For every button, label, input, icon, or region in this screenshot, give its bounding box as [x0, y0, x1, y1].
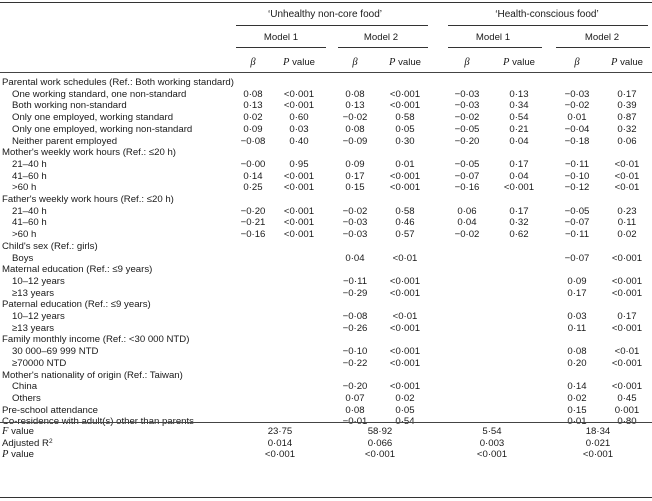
p-value-cell: <0·01: [614, 170, 640, 182]
p-value-cell: <0·001: [283, 229, 315, 241]
model-header: Model 1: [475, 32, 511, 43]
beta-cell: −0·11: [342, 275, 368, 287]
p-value-cell: <0·001: [283, 88, 315, 100]
row-sublabel: 41–60 h: [12, 217, 47, 229]
p-value-cell: 0·80: [617, 416, 637, 428]
table-row: [0, 171, 652, 182]
p-value-cell: 0·34: [509, 100, 529, 112]
p-value-cell: <0·001: [389, 88, 421, 100]
beta-cell: −0·07: [564, 217, 590, 229]
p-value-cell: <0·001: [389, 182, 421, 194]
p-value-cell: 0·46: [395, 217, 415, 229]
p-value-cell: <0·001: [503, 182, 535, 194]
p-value-cell: 0·54: [509, 112, 529, 124]
p-value-cell: 0·001: [614, 404, 640, 416]
p-value-cell: 0·11: [617, 217, 637, 229]
row-label: Father's weekly work hours (Ref.: ≤20 h): [2, 194, 174, 205]
p-value-cell: 0·30: [395, 135, 415, 147]
row-label: Pre-school attendance: [2, 404, 98, 416]
table-row: [0, 370, 652, 381]
stat-row: [0, 438, 652, 449]
beta-cell: 0·02: [567, 392, 587, 404]
stat-cell: 23·75: [267, 426, 293, 437]
stat-cell: 18·34: [585, 426, 611, 437]
row-label: Child's sex (Ref.: girls): [2, 240, 98, 252]
model-header: Model 1: [263, 32, 299, 43]
table-row: [0, 217, 652, 228]
p-value-cell: <0·001: [389, 275, 421, 287]
header-rule: [0, 72, 652, 73]
table-row: [0, 358, 652, 369]
beta-cell: 0·14: [243, 170, 263, 182]
stat-row: [0, 426, 652, 437]
bottom-rule: [0, 497, 652, 498]
beta-cell: −0·16: [454, 182, 480, 194]
model-header: Model 2: [363, 32, 399, 43]
stat-label: P value: [2, 449, 35, 460]
beta-cell: −0·11: [564, 158, 590, 170]
top-rule: [0, 2, 652, 3]
beta-cell: −0·03: [564, 88, 590, 100]
p-value-cell: 0·32: [617, 123, 637, 135]
row-sublabel: Boys: [12, 252, 34, 264]
beta-cell: 0·07: [345, 392, 365, 404]
p-value-cell: <0·001: [611, 357, 643, 369]
p-value-cell: <0·001: [389, 357, 421, 369]
p-value-cell: <0·001: [611, 275, 643, 287]
row-label: Parental work schedules (Ref.: Both working standard): [2, 77, 234, 88]
beta-cell: −0·22: [342, 357, 368, 369]
beta-cell: 0·17: [345, 170, 365, 182]
p-value-cell: <0·001: [283, 217, 315, 229]
beta-cell: −0·02: [454, 229, 480, 241]
p-value-cell: <0·01: [392, 252, 418, 264]
p-value-cell: 0·05: [395, 404, 415, 416]
beta-cell: 0·01: [567, 416, 587, 428]
p-value-cell: 0·58: [395, 112, 415, 124]
beta-cell: 0·08: [345, 123, 365, 135]
model-underline: [236, 47, 326, 48]
beta-cell: 0·13: [243, 100, 263, 112]
beta-cell: −0·02: [564, 100, 590, 112]
beta-cell: −0·18: [564, 135, 590, 147]
beta-cell: −0·16: [240, 229, 266, 241]
p-value-cell: 0·01: [395, 158, 415, 170]
p-value-header: P value: [388, 57, 422, 68]
group-header-health-conscious: ‘Health-conscious food’: [495, 9, 599, 20]
p-value-cell: 0·17: [617, 311, 637, 322]
stat-label: F value: [2, 426, 35, 437]
row-sublabel: Both working non-standard: [12, 100, 127, 112]
table-row: [0, 229, 652, 240]
beta-cell: −0·11: [564, 229, 590, 241]
p-value-cell: 0·21: [509, 123, 529, 135]
stat-cell: 0·066: [367, 437, 393, 449]
table-row: [0, 381, 652, 392]
row-label: Maternal education (Ref.: ≤9 years): [2, 264, 153, 276]
beta-cell: 0·09: [243, 123, 263, 135]
beta-cell: 0·08: [567, 346, 587, 358]
beta-cell: 0·02: [243, 112, 263, 124]
beta-cell: −0·03: [342, 229, 368, 241]
beta-cell: −0·05: [454, 158, 480, 170]
table-row: [0, 182, 652, 193]
stat-label: Adjusted $R^2$: [2, 437, 53, 449]
beta-cell: 0·08: [243, 88, 263, 100]
beta-cell: −0·02: [342, 205, 368, 217]
beta-header: β: [352, 57, 358, 68]
p-value-header: P value: [502, 57, 536, 68]
beta-cell: −0·05: [564, 205, 590, 217]
p-value-cell: 0·02: [395, 392, 415, 404]
row-sublabel: China: [12, 381, 38, 393]
p-value-cell: 0·45: [617, 392, 637, 404]
row-sublabel: Neither parent employed: [12, 135, 118, 147]
p-value-cell: <0·001: [611, 287, 643, 299]
table-row: [0, 136, 652, 147]
row-sublabel: 21–40 h: [12, 205, 47, 217]
row-label: Co-residence with adult(s) other than parents: [2, 416, 194, 428]
p-value-cell: 0·23: [617, 205, 637, 217]
p-value-cell: 0·04: [509, 170, 529, 182]
stat-cell: 58·92: [367, 426, 393, 437]
beta-cell: 0·20: [567, 357, 587, 369]
beta-cell: 0·11: [567, 322, 587, 334]
stat-cell: <0·001: [364, 449, 396, 460]
row-sublabel: 30 000–69 999 NTD: [12, 346, 99, 358]
p-value-cell: <0·001: [389, 346, 421, 358]
table-row: [0, 334, 652, 345]
p-value-header: P value: [610, 57, 644, 68]
beta-cell: −0·02: [342, 112, 368, 124]
table-row: [0, 323, 652, 334]
beta-cell: −0·02: [454, 112, 480, 124]
row-sublabel: Only one employed, working non-standard: [12, 123, 193, 135]
stats-rule: [0, 422, 652, 423]
table-row: [0, 77, 652, 88]
p-value-cell: <0·001: [611, 381, 643, 393]
beta-cell: −0·03: [454, 100, 480, 112]
beta-cell: 0·06: [457, 205, 477, 217]
beta-cell: 0·04: [457, 217, 477, 229]
table-row: [0, 346, 652, 357]
p-value-cell: 0·32: [509, 217, 529, 229]
beta-cell: −0·20: [454, 135, 480, 147]
beta-cell: 0·09: [345, 158, 365, 170]
p-value-cell: 0·87: [617, 112, 637, 124]
row-label: Family monthly income (Ref.: <30 000 NTD): [2, 334, 190, 346]
stat-row: [0, 449, 652, 460]
p-value-cell: 0·54: [395, 416, 415, 428]
beta-cell: 0·01: [567, 112, 587, 124]
beta-cell: −0·00: [240, 158, 266, 170]
row-sublabel: ≥13 years: [12, 287, 55, 299]
p-value-cell: 0·39: [617, 100, 637, 112]
p-value-cell: 0·62: [509, 229, 529, 241]
p-value-cell: 0·04: [509, 135, 529, 147]
p-value-cell: 0·40: [289, 135, 309, 147]
row-label: Mother's nationality of origin (Ref.: Taiwan): [2, 369, 183, 381]
p-value-cell: <0·001: [611, 252, 643, 264]
group-underline-unhealthy: [236, 25, 428, 26]
row-sublabel: 21–40 h: [12, 158, 47, 170]
p-value-cell: <0·001: [389, 381, 421, 393]
beta-cell: 0·09: [567, 275, 587, 287]
beta-cell: −0·01: [342, 416, 368, 428]
beta-cell: −0·07: [454, 170, 480, 182]
p-value-cell: 0·05: [395, 123, 415, 135]
beta-cell: −0·09: [342, 135, 368, 147]
model-underline: [338, 47, 428, 48]
row-label: Mother's weekly work hours (Ref.: ≤20 h): [2, 147, 176, 159]
table-row: [0, 89, 652, 100]
row-label: Paternal education (Ref.: ≤9 years): [2, 299, 151, 311]
group-header-unhealthy: ‘Unhealthy non-core food’: [268, 9, 382, 20]
table-row: [0, 264, 652, 275]
p-value-cell: 0·02: [617, 229, 637, 241]
table-row: [0, 124, 652, 135]
table-row: [0, 194, 652, 205]
beta-cell: −0·26: [342, 322, 368, 334]
p-value-cell: <0·001: [389, 170, 421, 182]
p-value-cell: 0·17: [509, 205, 529, 217]
table-row: [0, 147, 652, 158]
model-underline: [556, 47, 650, 48]
stat-cell: 0·003: [479, 437, 505, 449]
model-header: Model 2: [584, 32, 620, 43]
beta-cell: 0·04: [345, 252, 365, 264]
p-value-header: P value: [282, 57, 316, 68]
beta-cell: −0·04: [564, 123, 590, 135]
p-value-cell: 0·58: [395, 205, 415, 217]
row-sublabel: One working standard, one non-standard: [12, 88, 187, 100]
beta-cell: −0·03: [342, 217, 368, 229]
p-value-cell: 0·06: [617, 135, 637, 147]
row-sublabel: >60 h: [12, 182, 37, 194]
stat-cell: <0·001: [582, 449, 614, 460]
beta-cell: 0·08: [345, 404, 365, 416]
beta-cell: −0·12: [564, 182, 590, 194]
table-row: [0, 288, 652, 299]
beta-cell: −0·08: [240, 135, 266, 147]
p-value-cell: 0·57: [395, 229, 415, 241]
p-value-cell: 0·60: [289, 112, 309, 124]
table-row: [0, 405, 652, 416]
beta-cell: −0·10: [564, 170, 590, 182]
beta-cell: −0·21: [240, 217, 266, 229]
table-row: [0, 299, 652, 310]
table-row: [0, 241, 652, 252]
beta-cell: 0·14: [567, 381, 587, 393]
p-value-cell: <0·01: [614, 346, 640, 358]
table-row: [0, 311, 652, 322]
stat-cell: 0·014: [267, 437, 293, 449]
p-value-cell: 0·13: [509, 88, 529, 100]
beta-header: β: [250, 57, 256, 68]
beta-cell: −0·29: [342, 287, 368, 299]
beta-header: β: [574, 57, 580, 68]
table-row: [0, 276, 652, 287]
group-underline-health-conscious: [448, 25, 648, 26]
row-sublabel: Others: [12, 392, 41, 404]
p-value-cell: <0·001: [389, 100, 421, 112]
table-row: [0, 206, 652, 217]
beta-cell: 0·17: [567, 287, 587, 299]
row-sublabel: >60 h: [12, 229, 37, 241]
table-row: [0, 100, 652, 111]
p-value-cell: <0·001: [611, 322, 643, 334]
table-row: [0, 393, 652, 404]
table-row: [0, 112, 652, 123]
beta-cell: 0·13: [345, 100, 365, 112]
p-value-cell: <0·01: [614, 158, 640, 170]
beta-cell: −0·07: [564, 252, 590, 264]
row-sublabel: Only one employed, working standard: [12, 112, 174, 124]
p-value-cell: 0·17: [617, 88, 637, 100]
p-value-cell: <0·001: [283, 182, 315, 194]
row-sublabel: 10–12 years: [12, 275, 65, 287]
row-sublabel: 41–60 h: [12, 170, 47, 182]
model-underline: [448, 47, 542, 48]
row-sublabel: ≥13 years: [12, 322, 55, 334]
p-value-cell: 0·95: [289, 158, 309, 170]
p-value-cell: <0·001: [389, 287, 421, 299]
stat-cell: 5·54: [482, 426, 502, 437]
stat-cell: <0·001: [264, 449, 296, 460]
p-value-cell: <0·001: [283, 205, 315, 217]
beta-cell: 0·15: [345, 182, 365, 194]
row-sublabel: ≥70000 NTD: [12, 357, 67, 369]
beta-cell: −0·03: [454, 88, 480, 100]
beta-cell: −0·20: [342, 381, 368, 393]
p-value-cell: <0·001: [389, 322, 421, 334]
beta-cell: 0·08: [345, 88, 365, 100]
stat-cell: <0·001: [476, 449, 508, 460]
beta-cell: −0·20: [240, 205, 266, 217]
p-value-cell: 0·03: [289, 123, 309, 135]
beta-cell: −0·10: [342, 346, 368, 358]
beta-cell: −0·08: [342, 311, 368, 322]
p-value-cell: <0·01: [392, 311, 418, 322]
beta-cell: 0·03: [567, 311, 587, 322]
p-value-cell: <0·001: [283, 170, 315, 182]
table-row: [0, 253, 652, 264]
p-value-cell: <0·01: [614, 182, 640, 194]
beta-cell: −0·05: [454, 123, 480, 135]
table-row: [0, 159, 652, 170]
p-value-cell: <0·001: [283, 100, 315, 112]
p-value-cell: 0·17: [509, 158, 529, 170]
stat-cell: 0·021: [585, 437, 611, 449]
beta-cell: 0·25: [243, 182, 263, 194]
beta-cell: 0·15: [567, 404, 587, 416]
beta-header: β: [464, 57, 470, 68]
row-sublabel: 10–12 years: [12, 311, 65, 322]
